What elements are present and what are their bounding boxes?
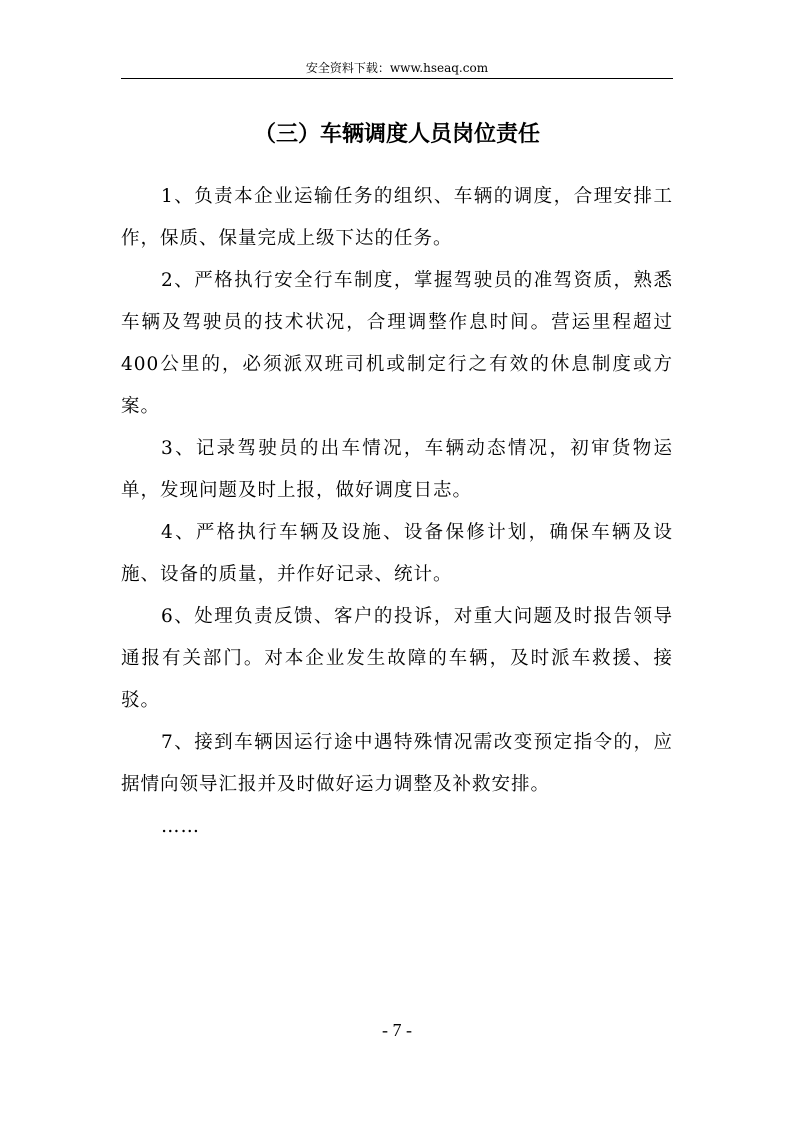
paragraph-1: 1、负责本企业运输任务的组织、车辆的调度，合理安排工作，保质、保量完成上级下达的任务。 — [121, 186, 673, 249]
paragraph-7: 7、接到车辆因运行途中遇特殊情况需改变预定指令的，应据情向领导汇报并及时做好运力调整及补救安排。 — [121, 732, 673, 795]
paragraph-3: 3、记录驾驶员的出车情况，车辆动态情况，初审货物运单，发现问题及时上报，做好调度日志。 — [121, 438, 673, 501]
header-divider — [121, 78, 673, 79]
paragraph-4: 4、严格执行车辆及设施、设备保修计划，确保车辆及设施、设备的质量，并作好记录、统计。 — [121, 522, 673, 585]
page-number: - 7 - — [382, 1020, 412, 1040]
page-header: 安全资料下载：www.hseaq.com — [305, 61, 489, 75]
ellipsis: …… — [161, 816, 200, 837]
document-body — [121, 176, 673, 848]
paragraph-6: 6、处理负责反馈、客户的投诉，对重大问题及时报告领导通报有关部门。对本企业发生故障的车辆，及时派车救援、接驳。 — [121, 606, 673, 711]
section-title: （三）车辆调度人员岗位责任 — [253, 122, 540, 147]
paragraph-2: 2、严格执行安全行车制度，掌握驾驶员的准驾资质，熟悉车辆及驾驶员的技术状况，合理调整作息时间。营运里程超过 400公里的，必须派双班司机或制定行之有效的休息制度或方案。 — [121, 270, 673, 417]
